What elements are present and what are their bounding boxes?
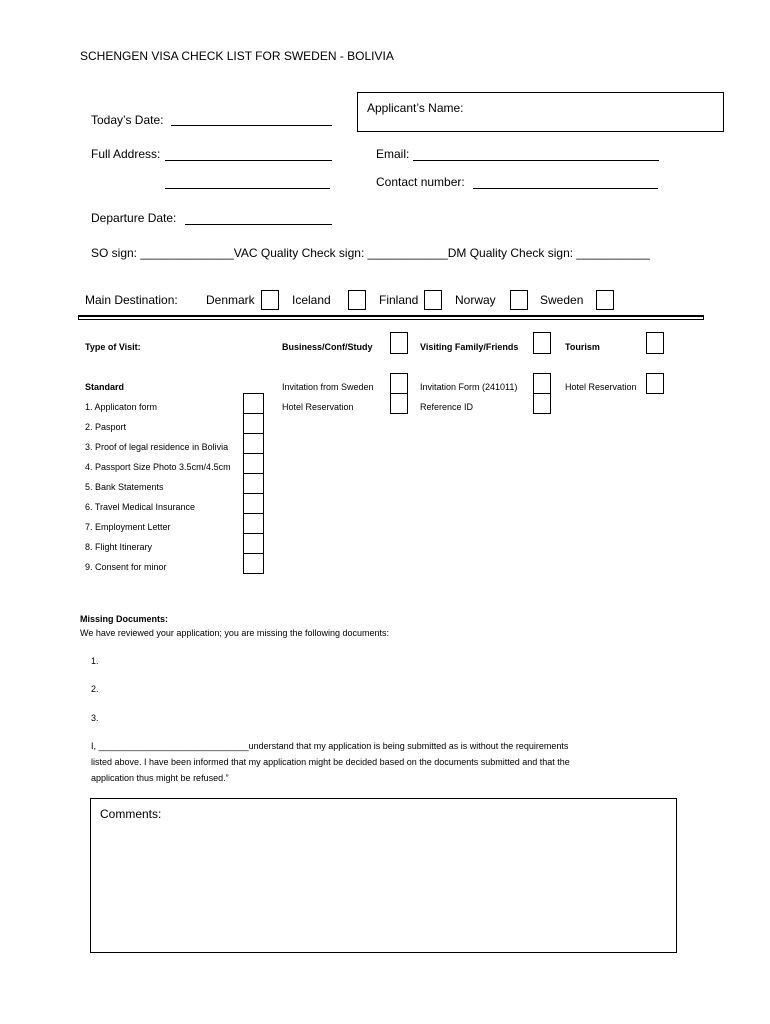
family-doc-checkbox[interactable] [533, 393, 551, 414]
standard-item-checkbox[interactable] [243, 493, 264, 514]
standard-item-checkbox[interactable] [243, 553, 264, 574]
sign-line[interactable]: SO sign: ______________VAC Quality Check sign: ____________DM Quality Check sign: ___________ [91, 246, 650, 260]
full-address-field-2[interactable] [165, 188, 330, 189]
standard-item-checkbox[interactable] [243, 533, 264, 554]
missing-item[interactable]: 1. [91, 656, 99, 666]
email-field[interactable] [413, 160, 659, 161]
applicant-name-label: Applicant’s Name: [367, 101, 464, 115]
departure-date-label: Departure Date: [91, 211, 177, 225]
missing-documents-intro: We have reviewed your application; you are missing the following documents: [80, 628, 389, 638]
standard-item: 1. Applicaton form [85, 402, 158, 412]
destination-finland-label: Finland [379, 293, 419, 307]
missing-documents-title: Missing Documents: [80, 614, 169, 624]
full-address-label: Full Address: [91, 147, 161, 161]
standard-item: 8. Flight Itinerary [85, 542, 153, 552]
destination-iceland-checkbox[interactable] [348, 290, 366, 310]
standard-item-checkbox[interactable] [243, 473, 264, 494]
destination-norway-label: Norway [455, 293, 496, 307]
destination-sweden-label: Sweden [540, 293, 584, 307]
standard-item-checkbox[interactable] [243, 393, 264, 414]
destination-norway-checkbox[interactable] [510, 290, 528, 310]
todays-date-label: Today’s Date: [91, 113, 164, 127]
destination-sweden-checkbox[interactable] [596, 290, 614, 310]
standard-item: 3. Proof of legal residence in Bolivia [85, 442, 229, 452]
standard-item: 2. Pasport [85, 422, 127, 432]
standard-item: 7. Employment Letter [85, 522, 171, 532]
comments-label: Comments: [100, 807, 162, 821]
business-doc-label: Hotel Reservation [282, 402, 354, 412]
contact-number-field[interactable] [473, 188, 658, 189]
comments-box[interactable] [90, 798, 677, 953]
type-of-visit-label: Type of Visit: [85, 342, 141, 352]
standard-item-checkbox[interactable] [243, 413, 264, 434]
email-label: Email: [376, 147, 410, 161]
standard-item: 6. Travel Medical Insurance [85, 502, 196, 512]
full-address-field-1[interactable] [165, 160, 332, 161]
visit-business-checkbox[interactable] [390, 332, 408, 354]
standard-item-checkbox[interactable] [243, 453, 264, 474]
family-doc-checkbox[interactable] [533, 373, 551, 394]
section-divider [78, 315, 704, 320]
family-doc-label: Reference ID [420, 402, 474, 412]
standard-label: Standard [85, 382, 125, 392]
departure-date-field[interactable] [185, 224, 332, 225]
visit-family-label: Visiting Family/Friends [420, 342, 519, 352]
destination-denmark-checkbox[interactable] [261, 290, 279, 310]
visit-tourism-label: Tourism [565, 342, 600, 352]
standard-item: 5. Bank Statements [85, 482, 164, 492]
standard-item: 4. Passport Size Photo 3.5cm/4.5cm [85, 462, 231, 472]
business-doc-checkbox[interactable] [390, 373, 408, 394]
contact-number-label: Contact number: [376, 175, 465, 189]
applicant-name-box[interactable] [357, 92, 724, 132]
business-doc-label: Invitation from Sweden [282, 382, 374, 392]
declaration-line-2: listed above. I have been informed that my application might be decided based on the documents submitted and that the [91, 757, 570, 767]
standard-item-checkbox[interactable] [243, 513, 264, 534]
missing-item[interactable]: 2. [91, 684, 99, 694]
main-destination-label: Main Destination: [85, 293, 178, 307]
standard-item-checkbox[interactable] [243, 433, 264, 454]
tourism-doc-label: Hotel Reservation [565, 382, 637, 392]
destination-iceland-label: Iceland [292, 293, 331, 307]
visit-family-checkbox[interactable] [533, 332, 551, 354]
tourism-doc-checkbox[interactable] [646, 373, 664, 394]
standard-item: 9. Consent for minor [85, 562, 167, 572]
family-doc-label: Invitation Form (241011) [420, 382, 518, 392]
missing-item[interactable]: 3. [91, 713, 99, 723]
page-title: SCHENGEN VISA CHECK LIST FOR SWEDEN - BOLIVIA [80, 49, 394, 63]
business-doc-checkbox[interactable] [390, 393, 408, 414]
destination-denmark-label: Denmark [206, 293, 255, 307]
visit-tourism-checkbox[interactable] [646, 332, 664, 354]
declaration-line-3: application thus might be refused.” [91, 773, 229, 783]
visit-business-label: Business/Conf/Study [282, 342, 373, 352]
declaration-line-1: I, ______________________________understand that my application is being submitted as is without the requirements [91, 741, 569, 751]
todays-date-field[interactable] [171, 125, 332, 126]
destination-finland-checkbox[interactable] [424, 290, 442, 310]
